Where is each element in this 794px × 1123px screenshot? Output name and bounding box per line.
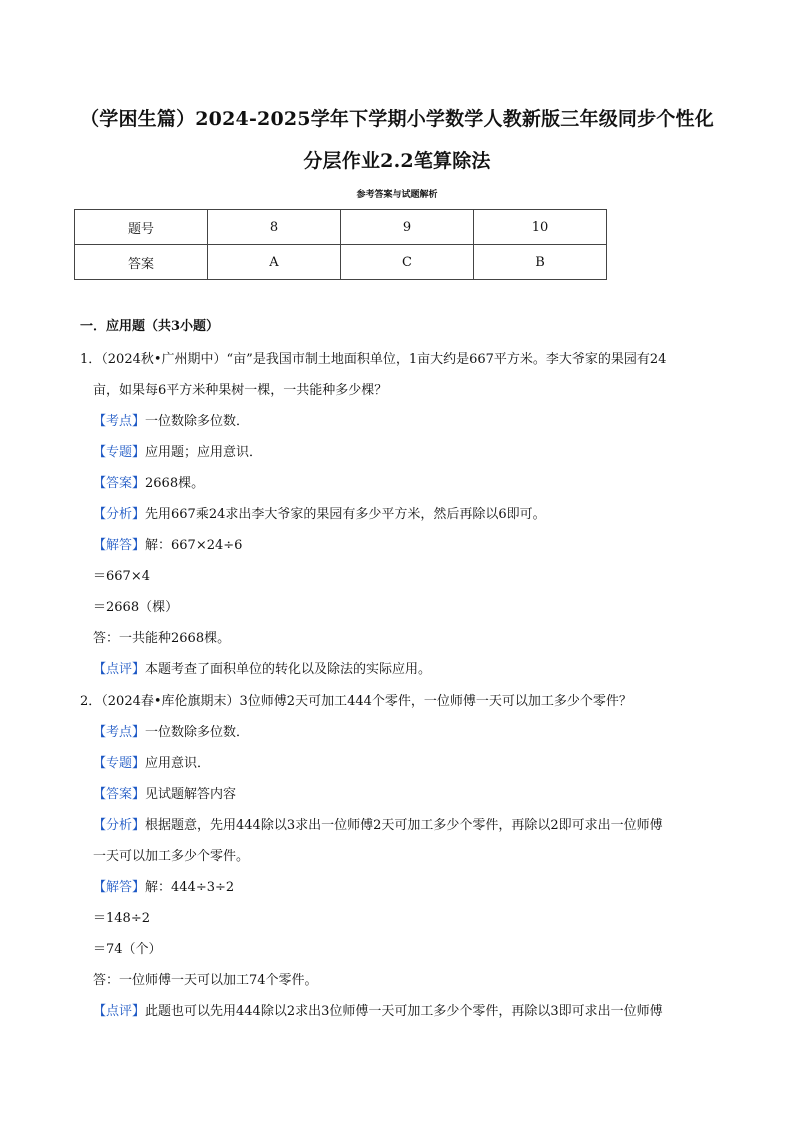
q2-kaodian xyxy=(93,725,249,741)
table-cell: A xyxy=(208,245,341,280)
dianping-tag: 【点评】 xyxy=(93,1004,146,1019)
q2-step-2: ＝74（个） xyxy=(93,942,162,957)
question-1-text: 1．（2024秋•广州期中）“亩”是我国市制土地面积单位，1亩大约是667平方米。李大爷家的果园有24 xyxy=(80,352,667,367)
q1-reply: 答：一共能种2668棵。 xyxy=(93,631,231,646)
q2-zhuanti xyxy=(93,756,210,772)
table-row xyxy=(75,245,607,280)
zhuanti-tag: 【专题】 xyxy=(93,445,146,460)
daan-tag: 【答案】 xyxy=(93,476,146,491)
question-2-text: 2．（2024春•库伦旗期末）3位师傅2天可加工444个零件，一位师傅一天可以加工多少个零件？ xyxy=(80,694,632,709)
table-cell: 8 xyxy=(208,210,341,245)
table-cell: 题号 xyxy=(75,210,208,245)
daan-text: 见试题解答内容 xyxy=(145,787,237,802)
jieda-tag: 【解答】 xyxy=(93,880,146,895)
zhuanti-text: 应用意识． xyxy=(145,756,211,771)
q2-dianping xyxy=(93,1004,663,1020)
q2-jieda xyxy=(93,880,234,896)
q1-dianping xyxy=(93,662,431,678)
fenxi-text: 根据题意，先用444除以3求出一位师傅2天可加工多少个零件，再除以2即可求出一位师傅 xyxy=(145,818,663,833)
q2-step-1: ＝148÷2 xyxy=(93,911,150,926)
dianping-tag: 【点评】 xyxy=(93,662,146,677)
jieda-tag: 【解答】 xyxy=(93,538,146,553)
zhuanti-tag: 【专题】 xyxy=(93,756,146,771)
daan-text: 2668棵。 xyxy=(145,476,205,491)
jieda-text: 解：667×24÷6 xyxy=(145,538,243,553)
table-row xyxy=(75,210,607,245)
table-cell: B xyxy=(474,245,607,280)
table-cell: 9 xyxy=(341,210,474,245)
q1-step-1: ＝667×4 xyxy=(93,569,150,584)
document-title-line1: （学困生篇）2024-2025学年下学期小学数学人教新版三年级同步个性化 xyxy=(80,108,714,130)
question-1-text-cont: 亩，如果每6平方米种果树一棵，一共能种多少棵？ xyxy=(93,383,388,398)
answer-table xyxy=(74,209,607,280)
q2-reply: 答：一位师傅一天可以加工74个零件。 xyxy=(93,973,318,988)
kaodian-tag: 【考点】 xyxy=(93,725,146,740)
q1-jieda xyxy=(93,538,242,554)
q1-daan xyxy=(93,476,204,492)
kaodian-text: 一位数除多位数． xyxy=(145,414,250,429)
table-cell: 10 xyxy=(474,210,607,245)
fenxi-tag: 【分析】 xyxy=(93,507,146,522)
q1-kaodian xyxy=(93,414,249,430)
jieda-text: 解：444÷3÷2 xyxy=(145,880,235,895)
q2-daan xyxy=(93,787,236,803)
q2-fenxi xyxy=(93,818,663,834)
document-subtitle: 参考答案与试题解析 xyxy=(356,190,438,200)
table-cell: 答案 xyxy=(75,245,208,280)
zhuanti-text: 应用题；应用意识． xyxy=(145,445,263,460)
q1-step-2: ＝2668（棵） xyxy=(93,600,179,615)
kaodian-tag: 【考点】 xyxy=(93,414,146,429)
dianping-text: 本题考查了面积单位的转化以及除法的实际应用。 xyxy=(145,662,432,677)
table-cell: C xyxy=(341,245,474,280)
document-title-line2: 分层作业2.2笔算除法 xyxy=(303,150,491,172)
dianping-text: 此题也可以先用444除以2求出3位师傅一天可加工多少个零件，再除以3即可求出一位师傅 xyxy=(145,1004,663,1019)
fenxi-tag: 【分析】 xyxy=(93,818,146,833)
section-title: 一．应用题（共3小题） xyxy=(80,319,220,334)
q2-fenxi-cont: 一天可以加工多少个零件。 xyxy=(93,849,250,864)
q1-fenxi xyxy=(93,507,546,523)
daan-tag: 【答案】 xyxy=(93,787,146,802)
fenxi-text: 先用667乘24求出李大爷家的果园有多少平方米，然后再除以6即可。 xyxy=(145,507,546,522)
q1-zhuanti xyxy=(93,445,262,461)
kaodian-text: 一位数除多位数． xyxy=(145,725,250,740)
